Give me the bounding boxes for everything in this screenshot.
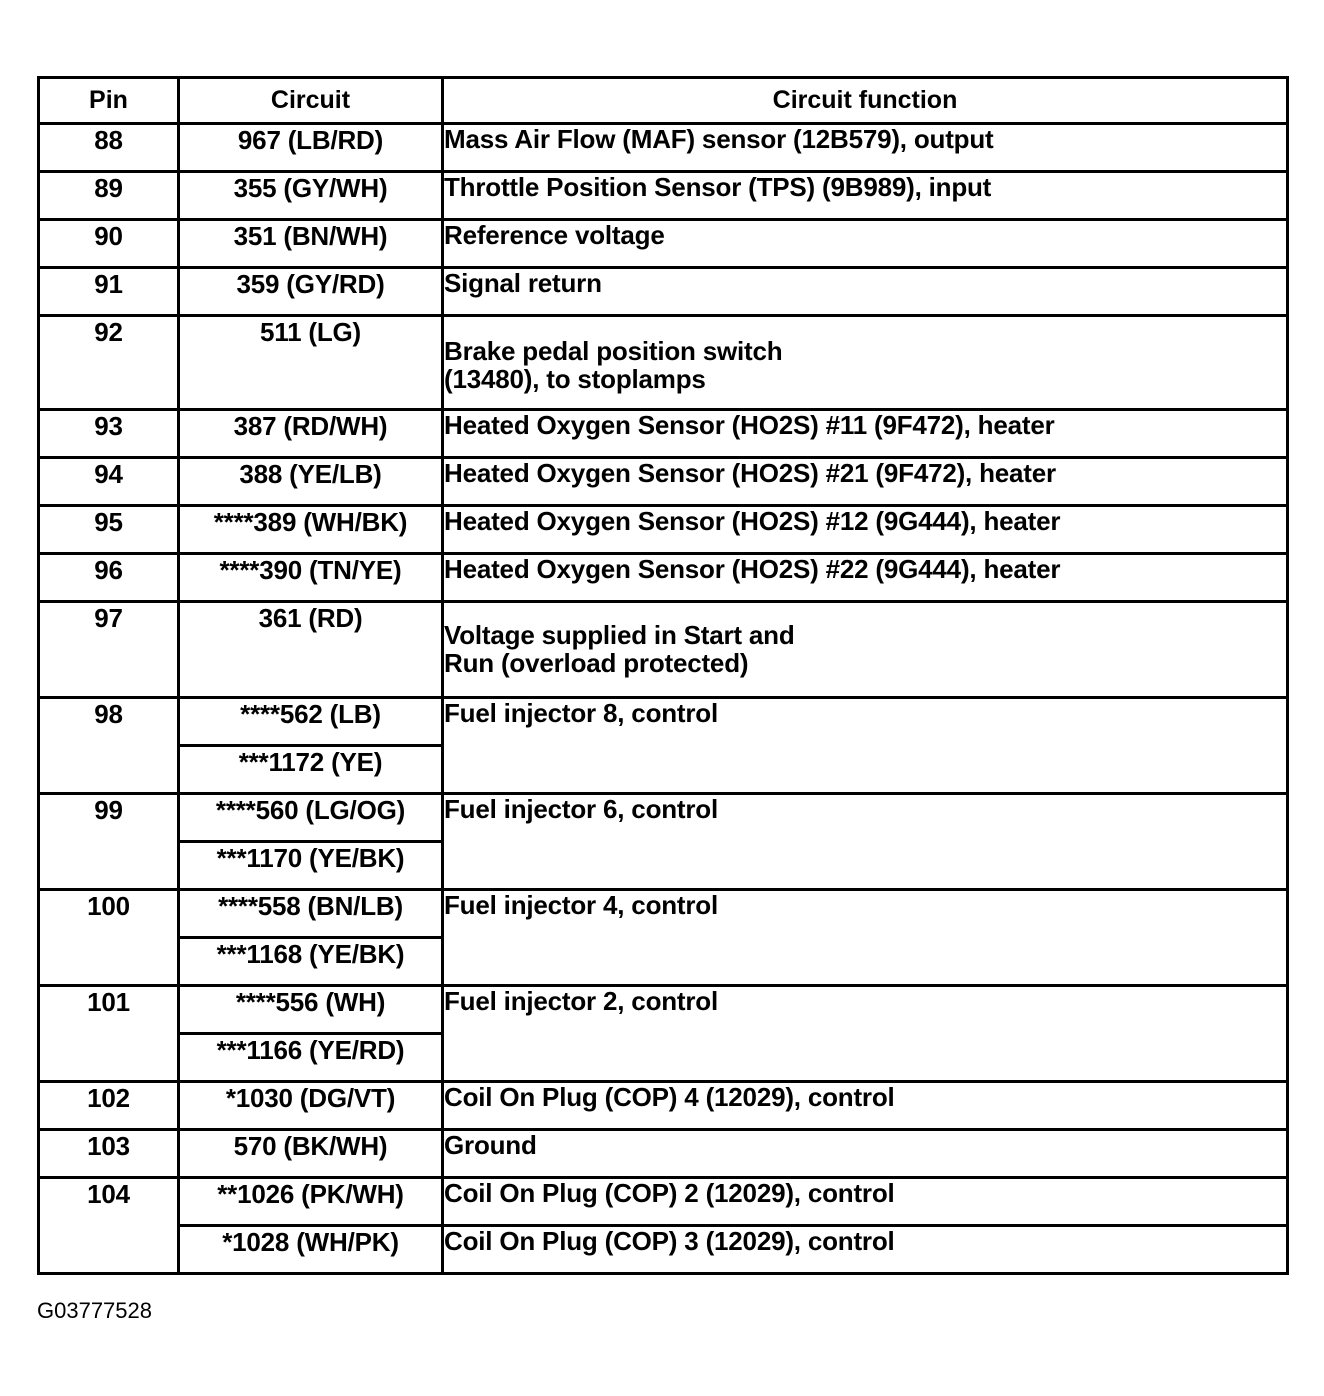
circuit-function: Coil On Plug (COP) 4 (12029), control (443, 1082, 1288, 1130)
circuit-id: ****558 (BN/LB) (179, 890, 443, 938)
circuit-id: 387 (RD/WH) (179, 410, 443, 458)
table-row (39, 602, 1288, 698)
circuit-id: 355 (GY/WH) (179, 172, 443, 220)
circuit-id: 967 (LB/RD) (179, 124, 443, 172)
pin-number: 102 (39, 1082, 179, 1130)
circuit-function: Ground (443, 1130, 1288, 1178)
circuit-function (443, 316, 1288, 410)
circuit-function: Reference voltage (443, 220, 1288, 268)
circuit-id: *1028 (WH/PK) (179, 1226, 443, 1274)
circuit-id: ***1168 (YE/BK) (179, 938, 443, 986)
circuit-function-line: (13480), to stoplamps (444, 364, 706, 394)
circuit-function-line: Voltage supplied in Start and (444, 620, 795, 650)
pin-number: 95 (39, 506, 179, 554)
circuit-function: Heated Oxygen Sensor (HO2S) #22 (9G444), heater (443, 554, 1288, 602)
header-pin: Pin (39, 78, 179, 124)
circuit-function: Fuel injector 6, control (443, 794, 1288, 890)
circuit-id: ****390 (TN/YE) (179, 554, 443, 602)
circuit-function: Heated Oxygen Sensor (HO2S) #12 (9G444), heater (443, 506, 1288, 554)
pin-number: 91 (39, 268, 179, 316)
table-row (39, 986, 1288, 1034)
circuit-id: 359 (GY/RD) (179, 268, 443, 316)
pin-number: 89 (39, 172, 179, 220)
table-row (39, 1178, 1288, 1226)
circuit-function: Heated Oxygen Sensor (HO2S) #11 (9F472), heater (443, 410, 1288, 458)
circuit-function: Coil On Plug (COP) 2 (12029), control (443, 1178, 1288, 1226)
circuit-function: Fuel injector 2, control (443, 986, 1288, 1082)
table-row (39, 220, 1288, 268)
circuit-function: Fuel injector 4, control (443, 890, 1288, 986)
table-row (39, 1130, 1288, 1178)
pin-number: 99 (39, 794, 179, 890)
circuit-function: Fuel injector 8, control (443, 698, 1288, 794)
table-row (39, 316, 1288, 410)
pin-number: 97 (39, 602, 179, 698)
circuit-id: 351 (BN/WH) (179, 220, 443, 268)
circuit-id: 388 (YE/LB) (179, 458, 443, 506)
circuit-id: ****560 (LG/OG) (179, 794, 443, 842)
table-row (39, 794, 1288, 842)
table-row (39, 506, 1288, 554)
pin-number: 103 (39, 1130, 179, 1178)
circuit-id: ***1166 (YE/RD) (179, 1034, 443, 1082)
circuit-id: 361 (RD) (179, 602, 443, 698)
circuit-id: 570 (BK/WH) (179, 1130, 443, 1178)
circuit-id: *1030 (DG/VT) (179, 1082, 443, 1130)
table-row (39, 698, 1288, 746)
table-row (39, 890, 1288, 938)
circuit-id: ***1172 (YE) (179, 746, 443, 794)
table-row (39, 410, 1288, 458)
table-header-row (39, 78, 1288, 124)
circuit-function: Throttle Position Sensor (TPS) (9B989), input (443, 172, 1288, 220)
pin-circuit-table (37, 76, 1289, 1275)
circuit-function (443, 602, 1288, 698)
circuit-id: ****562 (LB) (179, 698, 443, 746)
header-circuit: Circuit (179, 78, 443, 124)
pin-number: 104 (39, 1178, 179, 1274)
table-row (39, 554, 1288, 602)
circuit-function: Mass Air Flow (MAF) sensor (12B579), output (443, 124, 1288, 172)
pin-number: 92 (39, 316, 179, 410)
header-circuit-function: Circuit function (443, 78, 1288, 124)
pin-number: 100 (39, 890, 179, 986)
figure-id-caption: G03777528 (37, 1298, 152, 1323)
table-row (39, 458, 1288, 506)
table-row (39, 172, 1288, 220)
table-row (39, 1226, 1288, 1274)
table-row (39, 124, 1288, 172)
pin-number: 88 (39, 124, 179, 172)
circuit-function: Signal return (443, 268, 1288, 316)
table-row (39, 268, 1288, 316)
circuit-id: ****556 (WH) (179, 986, 443, 1034)
pin-number: 98 (39, 698, 179, 794)
table-row (39, 1082, 1288, 1130)
circuit-id: **1026 (PK/WH) (179, 1178, 443, 1226)
pin-number: 101 (39, 986, 179, 1082)
pin-number: 96 (39, 554, 179, 602)
circuit-function-line: Run (overload protected) (444, 648, 749, 678)
pin-number: 94 (39, 458, 179, 506)
circuit-function: Coil On Plug (COP) 3 (12029), control (443, 1226, 1288, 1274)
circuit-function: Heated Oxygen Sensor (HO2S) #21 (9F472), heater (443, 458, 1288, 506)
circuit-function-line: Brake pedal position switch (444, 336, 783, 366)
circuit-id: ***1170 (YE/BK) (179, 842, 443, 890)
pin-number: 90 (39, 220, 179, 268)
circuit-id: ****389 (WH/BK) (179, 506, 443, 554)
circuit-id: 511 (LG) (179, 316, 443, 410)
pin-number: 93 (39, 410, 179, 458)
